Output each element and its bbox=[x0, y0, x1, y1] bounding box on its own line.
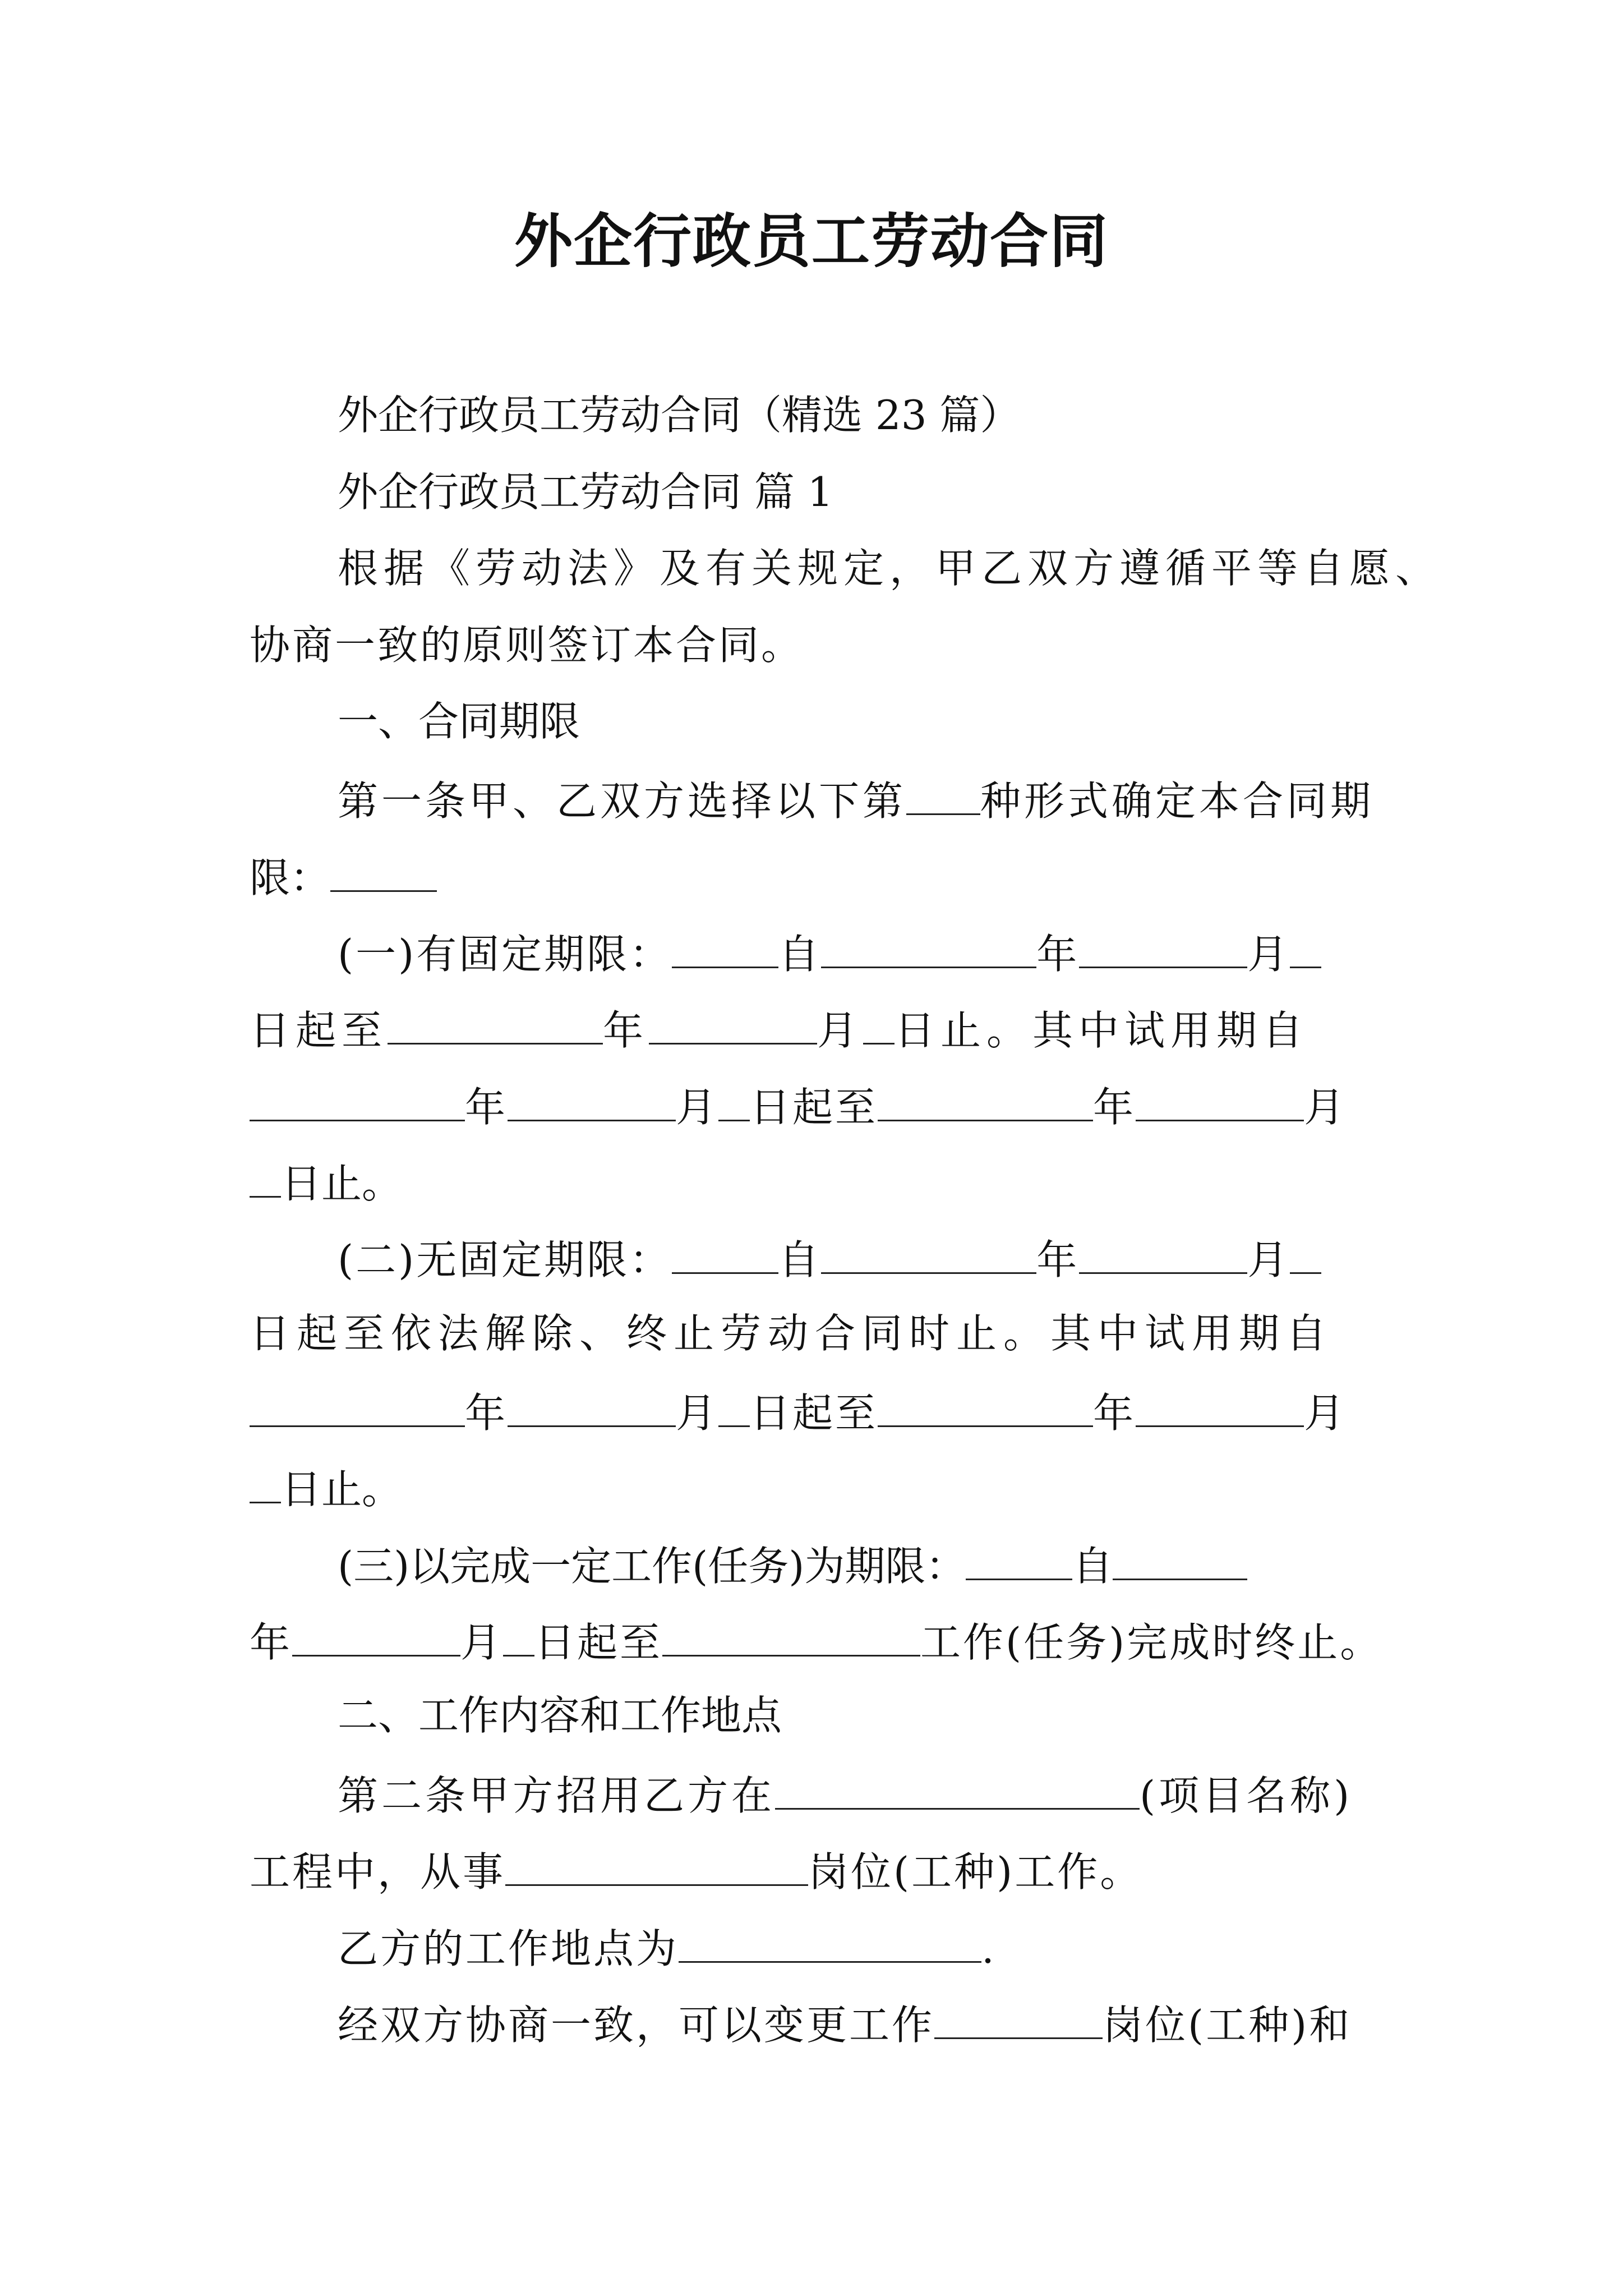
blank-field bbox=[250, 1076, 465, 1121]
blank-field bbox=[1136, 1076, 1304, 1121]
intro-line-2: 协商一致的原则签订本合同。 bbox=[250, 622, 804, 669]
task-term-line-2 bbox=[250, 1611, 1382, 1667]
text-ri-qi-zhi: 日起至 bbox=[750, 1389, 878, 1437]
blank-field bbox=[662, 1611, 920, 1657]
text-nian: 年 bbox=[603, 1007, 649, 1054]
article-1-text-a: 第一条甲、乙双方选择以下第 bbox=[338, 777, 907, 825]
blank-field bbox=[863, 999, 895, 1045]
blank-field bbox=[672, 1228, 778, 1274]
task-term-label: (三)以完成一定工作(任务)为期限： bbox=[338, 1543, 966, 1590]
blank-field bbox=[503, 1611, 534, 1657]
project-name-blank bbox=[775, 1764, 1140, 1810]
blank-field bbox=[1079, 923, 1247, 968]
fixed-term-line-2 bbox=[250, 999, 1308, 1055]
text-yue: 月 bbox=[676, 1389, 719, 1437]
blank-field bbox=[821, 923, 1036, 968]
document-title: 外企行政员工劳动合同 bbox=[514, 206, 1109, 275]
section-heading: 外企行政员工劳动合同 篇 1 bbox=[338, 468, 833, 516]
open-term-line-1 bbox=[338, 1228, 1321, 1285]
blank-field bbox=[388, 999, 603, 1045]
blank-field bbox=[934, 1994, 1103, 2039]
article-1-text-c: 限： bbox=[250, 854, 331, 901]
text-yue: 月 bbox=[1304, 1389, 1347, 1437]
article-2-text-d: 岗位(工种)工作。 bbox=[808, 1848, 1143, 1895]
change-line bbox=[338, 1994, 1352, 2050]
task-term-line-1 bbox=[338, 1535, 1247, 1591]
open-term-label: (二)无固定期限： bbox=[338, 1236, 672, 1283]
open-term-line-4 bbox=[250, 1458, 402, 1514]
text-ri-zhi: 日止。 bbox=[281, 1160, 403, 1207]
blank-field bbox=[330, 846, 437, 892]
heading-contract-term: 一、合同期限 bbox=[338, 698, 580, 745]
blank-field bbox=[508, 1076, 676, 1121]
text-nian: 年 bbox=[1036, 931, 1080, 978]
intro-line-1: 根据《劳动法》及有关规定，甲乙双方遵循平等自愿、 bbox=[338, 545, 1442, 592]
blank-field bbox=[1113, 1535, 1247, 1580]
work-place-blank bbox=[679, 1917, 981, 1963]
work-place-text: 乙方的工作地点为 bbox=[338, 1925, 679, 1972]
blank-field bbox=[672, 923, 778, 968]
blank-field bbox=[649, 999, 817, 1045]
blank-field bbox=[906, 770, 980, 815]
text-nian: 年 bbox=[465, 1084, 508, 1131]
text-yue: 月 bbox=[460, 1619, 504, 1666]
article-2-line-2 bbox=[250, 1841, 1142, 1897]
text-nian: 年 bbox=[465, 1389, 508, 1437]
blank-field bbox=[1079, 1228, 1247, 1274]
article-2-text-c: 工程中，从事 bbox=[250, 1848, 506, 1895]
open-term-line-3 bbox=[250, 1382, 1347, 1438]
fixed-term-line-1 bbox=[338, 923, 1321, 979]
text-nian: 年 bbox=[250, 1619, 293, 1666]
text-nian: 年 bbox=[1036, 1236, 1080, 1283]
article-2-text-a: 第二条甲方招用乙方在 bbox=[338, 1772, 776, 1819]
text-nian: 年 bbox=[1093, 1389, 1136, 1437]
work-place-line bbox=[338, 1917, 997, 1973]
text-probation: 日止。其中试用期自 bbox=[895, 1007, 1309, 1054]
blank-field bbox=[250, 1458, 281, 1503]
blank-field bbox=[1290, 923, 1321, 968]
article-1-text-b: 种形式确定本合同期 bbox=[980, 777, 1375, 825]
position-blank bbox=[505, 1841, 808, 1886]
article-2-text-b: (项目名称) bbox=[1140, 1772, 1353, 1819]
change-text-a: 经双方协商一致，可以变更工作 bbox=[338, 2001, 935, 2049]
blank-field bbox=[508, 1382, 676, 1427]
open-term-line-2: 日起至依法解除、终止劳动合同时止。其中试用期自 bbox=[250, 1310, 1334, 1357]
blank-field bbox=[878, 1076, 1093, 1121]
blank-field bbox=[878, 1382, 1093, 1427]
blank-field bbox=[250, 1152, 281, 1198]
change-text-b: 岗位(工种)和 bbox=[1103, 2001, 1352, 2049]
text-yue: 月 bbox=[1247, 1236, 1290, 1283]
heading-work-content: 二、工作内容和工作地点 bbox=[338, 1692, 782, 1739]
article-1-line-1 bbox=[338, 770, 1374, 826]
blank-field bbox=[1290, 1228, 1321, 1274]
text-yue: 月 bbox=[1247, 931, 1290, 978]
text-ri-qi-zhi: 日起至 bbox=[750, 1084, 878, 1131]
blank-field bbox=[250, 1382, 465, 1427]
blank-field bbox=[1136, 1382, 1304, 1427]
fixed-term-line-4 bbox=[250, 1152, 402, 1208]
article-2-line-1 bbox=[338, 1764, 1353, 1820]
text-yue: 月 bbox=[1304, 1084, 1347, 1131]
text-zi: 自 bbox=[778, 1236, 822, 1283]
text-ri-zhi: 日止。 bbox=[281, 1466, 403, 1513]
blank-field bbox=[292, 1611, 460, 1657]
text-yue: 月 bbox=[817, 1007, 864, 1054]
fixed-term-label: (一)有固定期限： bbox=[338, 931, 672, 978]
text-zi: 自 bbox=[778, 931, 822, 978]
text-zi: 自 bbox=[1072, 1543, 1113, 1590]
text-nian: 年 bbox=[1093, 1084, 1136, 1131]
task-term-end: 工作(任务)完成时终止。 bbox=[920, 1619, 1383, 1666]
article-1-line-2 bbox=[250, 846, 437, 903]
blank-field bbox=[821, 1228, 1036, 1274]
document-subtitle: 外企行政员工劳动合同（精选 23 篇） bbox=[338, 392, 1021, 439]
blank-field bbox=[718, 1382, 750, 1427]
text-yue: 月 bbox=[676, 1084, 719, 1131]
text-ri-qi-zhi: 日起至 bbox=[534, 1619, 663, 1666]
work-place-end: . bbox=[981, 1925, 997, 1972]
blank-field bbox=[718, 1076, 750, 1121]
text-ri-qi-zhi: 日起至 bbox=[250, 1007, 388, 1054]
fixed-term-line-3 bbox=[250, 1076, 1347, 1132]
blank-field bbox=[966, 1535, 1072, 1580]
